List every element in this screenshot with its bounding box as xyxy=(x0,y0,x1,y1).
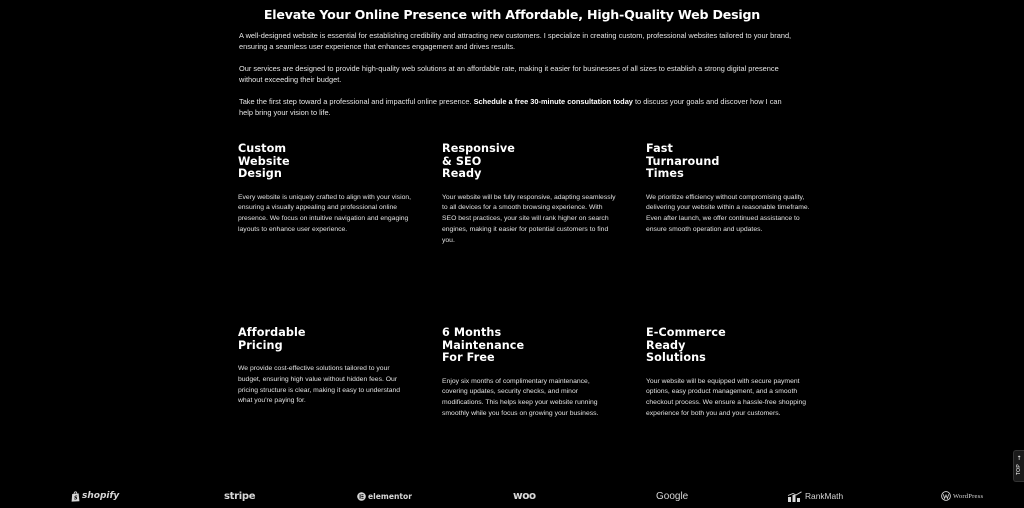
feature-free-maintenance xyxy=(442,327,617,420)
feature-description: We prioritize efficiency without compromising quality, delivering your website within a reasonable timeframe. Even after launch, we offer continued assistance to ensure smooth operation and updates. xyxy=(646,193,810,233)
svg-text:S: S xyxy=(74,495,78,502)
feature-title: 6 Months Maintenance For Free xyxy=(442,326,525,364)
feature-title: Affordable Pricing xyxy=(238,326,306,352)
intro-paragraph-3: Take the first step toward a professional and impactful online presence. Schedule a free 30-minute consultation today to discuss your goals and discover how I can help bring your vision to life. xyxy=(239,97,782,117)
woo-logo: woo xyxy=(513,490,536,502)
feature-custom-website-design xyxy=(238,143,413,236)
rankmath-logo: RankMath xyxy=(787,486,843,506)
feature-affordable-pricing xyxy=(238,327,413,407)
back-to-top-button[interactable] xyxy=(1013,450,1024,482)
partner-logos-strip xyxy=(0,486,1024,506)
feature-description: Enjoy six months of complimentary maintenance, covering updates, security checks, and minor modifications. This helps keep your website running smoothly while you focus on growing your business. xyxy=(442,377,599,417)
elementor-mark-icon xyxy=(357,492,366,501)
feature-description: Your website will be fully responsive, adapting seamlessly to all devices for a smooth browsing experience. With SEO best practices, your site will rank higher on search engines, making it easier for potential customers to find you. xyxy=(442,193,616,244)
feature-fast-turnaround xyxy=(646,143,821,236)
intro-paragraph-2: Our services are designed to provide high-quality web solutions at an affordable rate, making it easier for businesses of all sizes to establish a strong digital presence without exceeding their budget. xyxy=(239,64,779,84)
consultation-cta-text: Schedule a free 30-minute consultation today xyxy=(473,97,633,106)
rankmath-chart-icon xyxy=(787,491,803,502)
elementor-logo: elementor xyxy=(357,486,412,506)
back-to-top-label: TOP xyxy=(1016,464,1022,476)
feature-ecommerce-ready xyxy=(646,327,821,420)
wordpress-w-icon xyxy=(941,491,951,501)
wordpress-logo: WordPress xyxy=(941,486,983,506)
feature-title: Responsive & SEO Ready xyxy=(442,142,515,180)
arrow-up-icon: ↑ xyxy=(1016,455,1022,463)
intro-paragraph-1: A well-designed website is essential for establishing credibility and attracting new customers. I specialize in creating custom, professional websites tailored to your brand, ensuring a seamless user experience that enhances engagement and drives results. xyxy=(239,31,792,51)
shopify-bag-icon xyxy=(71,491,80,502)
intro-text xyxy=(239,30,794,129)
google-logo: Google xyxy=(656,490,689,502)
shopify-logo: S shopify xyxy=(71,486,119,506)
feature-title: Fast Turnaround Times xyxy=(646,142,720,180)
feature-responsive-seo-ready xyxy=(442,143,617,246)
feature-description: Every website is uniquely crafted to align with your vision, ensuring a visually appealing and professional online presence. We focus on intuitive navigation and engaging layouts to enhance user experience. xyxy=(238,193,412,233)
feature-description: We provide cost-effective solutions tailored to your budget, ensuring high value without hidden fees. Our pricing structure is clear, making it easy to understand what you're paying for. xyxy=(238,365,401,405)
feature-title: Custom Website Design xyxy=(238,142,290,180)
page-title: Elevate Your Online Presence with Affordable, High-Quality Web Design xyxy=(263,7,761,22)
feature-title: E-Commerce Ready Solutions xyxy=(646,326,726,364)
feature-description: Your website will be equipped with secure payment options, easy product management, and a smooth checkout process. We ensure a hassle-free shopping experience for both you and your customers. xyxy=(646,377,807,417)
stripe-logo: stripe xyxy=(224,490,256,502)
